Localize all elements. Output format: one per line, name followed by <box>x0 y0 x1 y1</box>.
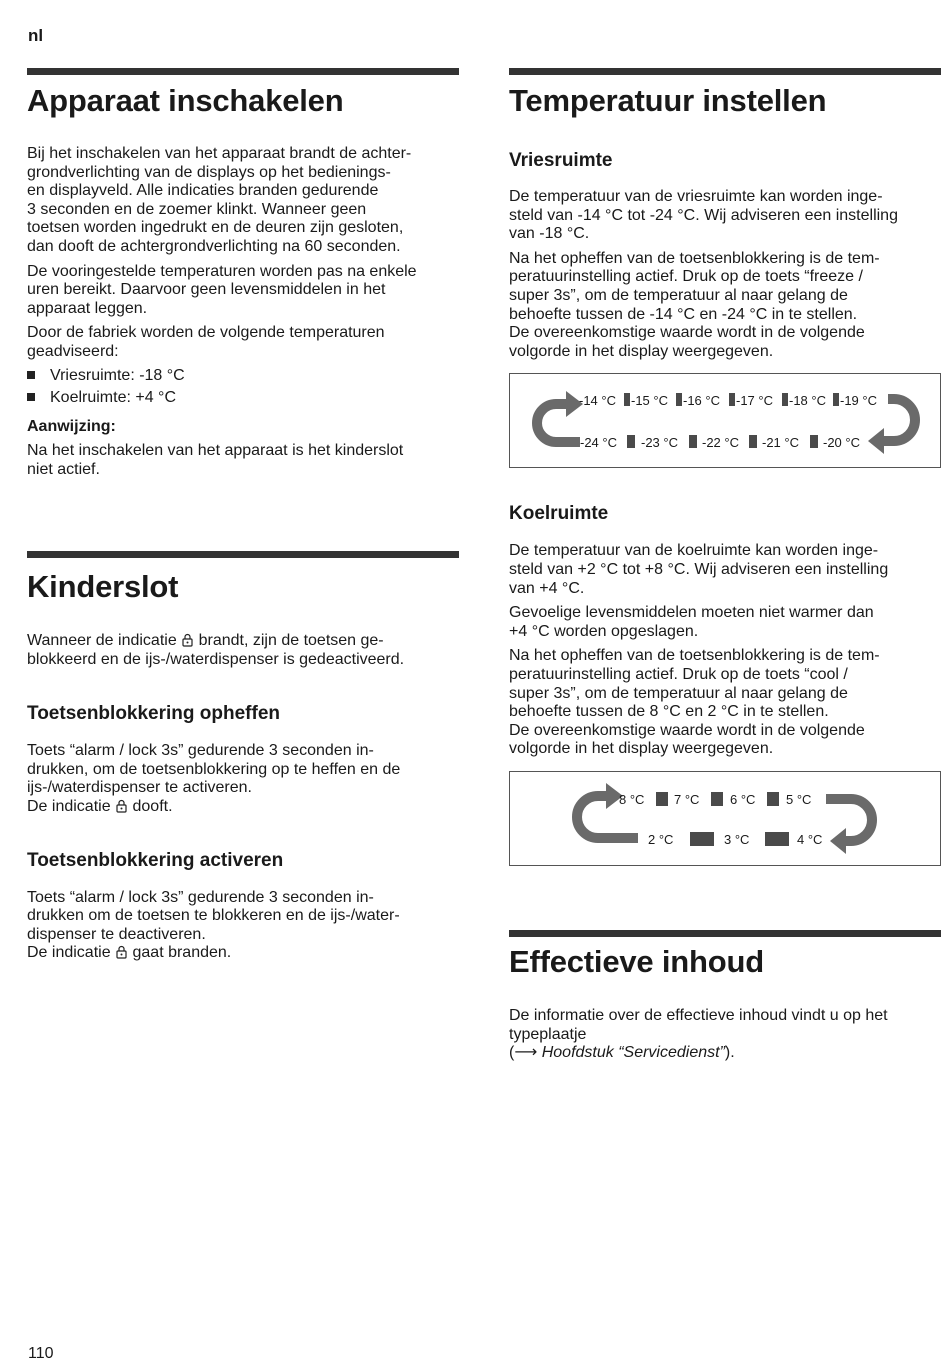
sequence-separator <box>767 792 779 806</box>
lock-icon <box>116 945 127 959</box>
bullet-square-icon <box>27 393 35 401</box>
sequence-separator <box>689 435 697 448</box>
lock-icon <box>116 799 127 813</box>
sequence-separator <box>749 435 757 448</box>
cycle-arrow-right-head-icon <box>830 828 846 854</box>
lock-instructions: Toets “alarm / lock 3s” gedurende 3 seconden in- drukken om de toetsen te blokkeren en de ijs-/water- dispenser te deactiveren. De indicatie gaat branden. <box>27 888 400 962</box>
temp-label: -18 °C <box>789 393 826 409</box>
section-rule <box>27 551 459 558</box>
temp-label: 5 °C <box>786 791 812 807</box>
sequence-separator <box>656 792 668 806</box>
freezer-paragraph-1: De temperatuur van de vriesruimte kan worden inge- steld van -14 °C tot -24 °C. Wij adviseren een instelling van -18 °C. <box>509 188 898 243</box>
cycle-arrow-right-head-icon <box>868 428 884 454</box>
temp-label: 2 °C <box>648 831 674 847</box>
section-title: Kinderslot <box>27 569 179 604</box>
section-effectieve-inhoud <box>509 930 941 1063</box>
section-title: Apparaat inschakelen <box>27 83 344 118</box>
kinderslot-intro: Wanneer de indicatie brandt, zijn de toetsen ge- blokkeerd en de ijs-/waterdispenser is gedeactiveerd. <box>27 632 405 668</box>
sequence-separator <box>711 792 723 806</box>
section-apparaat-inschakelen <box>27 68 459 479</box>
subsection-title: Toetsenblokkering activeren <box>27 849 284 871</box>
temp-label: -24 °C <box>580 435 617 451</box>
temp-label: 7 °C <box>674 791 700 807</box>
sequence-separator <box>676 393 682 406</box>
note-text: Na het inschakelen van het apparaat is het kinderslot niet actief. <box>27 442 404 478</box>
sequence-separator <box>690 832 714 846</box>
section-kinderslot <box>27 551 459 963</box>
unlock-instructions: Toets “alarm / lock 3s” gedurende 3 seconden in- drukken, om de toetsenblokkering op te heffen en de ijs-/waterdispenser te activeren. De indicatie dooft. <box>27 742 401 815</box>
fridge-sequence-svg <box>510 772 940 865</box>
note-label: Aanwijzing: <box>27 417 116 435</box>
temp-label: -14 °C <box>579 393 616 409</box>
subsection-title: Toetsenblokkering opheffen <box>27 703 281 725</box>
paragraph-2: De vooringestelde temperaturen worden pas na enkele uren bereikt. Daarvoor geen levensmiddelen in het apparaat leggen. <box>27 262 417 317</box>
section-temperatuur-instellen <box>509 68 941 866</box>
section-rule <box>27 68 459 75</box>
paragraph-3: Door de fabriek worden de volgende temperaturen geadviseerd: <box>27 324 385 360</box>
fridge-paragraph-2: Gevoelige levensmiddelen moeten niet warmer dan +4 °C worden opgeslagen. <box>509 604 874 640</box>
temp-label: -23 °C <box>641 435 678 451</box>
fridge-paragraph-1: De temperatuur van de koelruimte kan worden inge- steld van +2 °C tot +8 °C. Wij adviseren een instelling van +4 °C. <box>509 542 889 597</box>
bullet-square-icon <box>27 371 35 379</box>
temp-label: 8 °C <box>619 791 645 807</box>
temp-label: 6 °C <box>730 791 756 807</box>
temp-label: -21 °C <box>762 435 799 451</box>
fridge-paragraph-3: Na het opheffen van de toetsenblokkering is de tem- peratuurinstelling actief. Druk op de toets “cool / super 3s”, om de temperatuur al naar gelang de behoefte tussen de 8 °C en 2 °C in te stellen. De overeenkomstige waarde wordt in de volgende volgorde in het display weergegeven. <box>509 647 880 758</box>
freezer-sequence-svg <box>510 374 940 467</box>
language-code: nl <box>28 26 44 45</box>
sequence-separator <box>624 393 630 406</box>
sequence-separator <box>833 393 839 406</box>
sequence-separator <box>810 435 818 448</box>
section-title: Temperatuur instellen <box>509 83 827 118</box>
sequence-separator <box>782 393 788 406</box>
fridge-sequence-diagram <box>509 771 941 866</box>
page-number: 110 <box>28 1345 54 1362</box>
temp-label: -16 °C <box>683 393 720 409</box>
temp-label: -17 °C <box>736 393 773 409</box>
effectieve-inhoud-text: De informatie over de effectieve inhoud vindt u op het typeplaatje (⟶ Hoofdstuk “Servicedienst”). <box>509 1007 888 1062</box>
sequence-separator <box>729 393 735 406</box>
temp-label: -19 °C <box>840 393 877 409</box>
chapter-reference-link[interactable]: Hoofdstuk “Servicedienst” <box>541 1044 725 1062</box>
sequence-separator <box>765 832 789 846</box>
subsection-title: Koelruimte <box>509 503 609 525</box>
bullet-item: Koelruimte: +4 °C <box>27 387 459 409</box>
cycle-arrow-right-icon <box>826 799 872 841</box>
temp-label: 4 °C <box>797 831 823 847</box>
temp-label: -20 °C <box>823 435 860 451</box>
section-rule <box>509 930 941 937</box>
temp-label: -15 °C <box>631 393 668 409</box>
cycle-arrow-right-icon <box>882 399 915 441</box>
paragraph-1: Bij het inschakelen van het apparaat brandt de achter- grondverlichting van de displays op het bedienings- en displayveld. Alle indicaties branden gedurende 3 seconden en de zoemer klinkt. Wanneer geen toetsen worden ingedrukt en de deuren zijn gesloten, dan dooft de achtergrondverlichting na 60 seconden. <box>27 145 412 255</box>
lock-icon <box>182 633 193 647</box>
freezer-sequence-diagram <box>509 373 941 468</box>
section-rule <box>509 68 941 75</box>
freezer-paragraph-2: Na het opheffen van de toetsenblokkering is de tem- peratuurinstelling actief. Druk op de toets “freeze / super 3s”, om de temperatuur al naar gelang de behoefte tussen de -14 °C en -24 °C in te stellen. De overeenkomstige waarde wordt in de volgende volgorde in het display weergegeven. <box>509 249 880 360</box>
subsection-title: Vriesruimte <box>509 150 613 171</box>
section-title: Effectieve inhoud <box>509 944 764 979</box>
temp-label: -22 °C <box>702 435 739 451</box>
reference-arrow-icon: ⟶ <box>514 1044 538 1062</box>
temp-label: 3 °C <box>724 831 750 847</box>
bullet-item: Vriesruimte: -18 °C <box>27 365 459 387</box>
sequence-separator <box>627 435 635 448</box>
